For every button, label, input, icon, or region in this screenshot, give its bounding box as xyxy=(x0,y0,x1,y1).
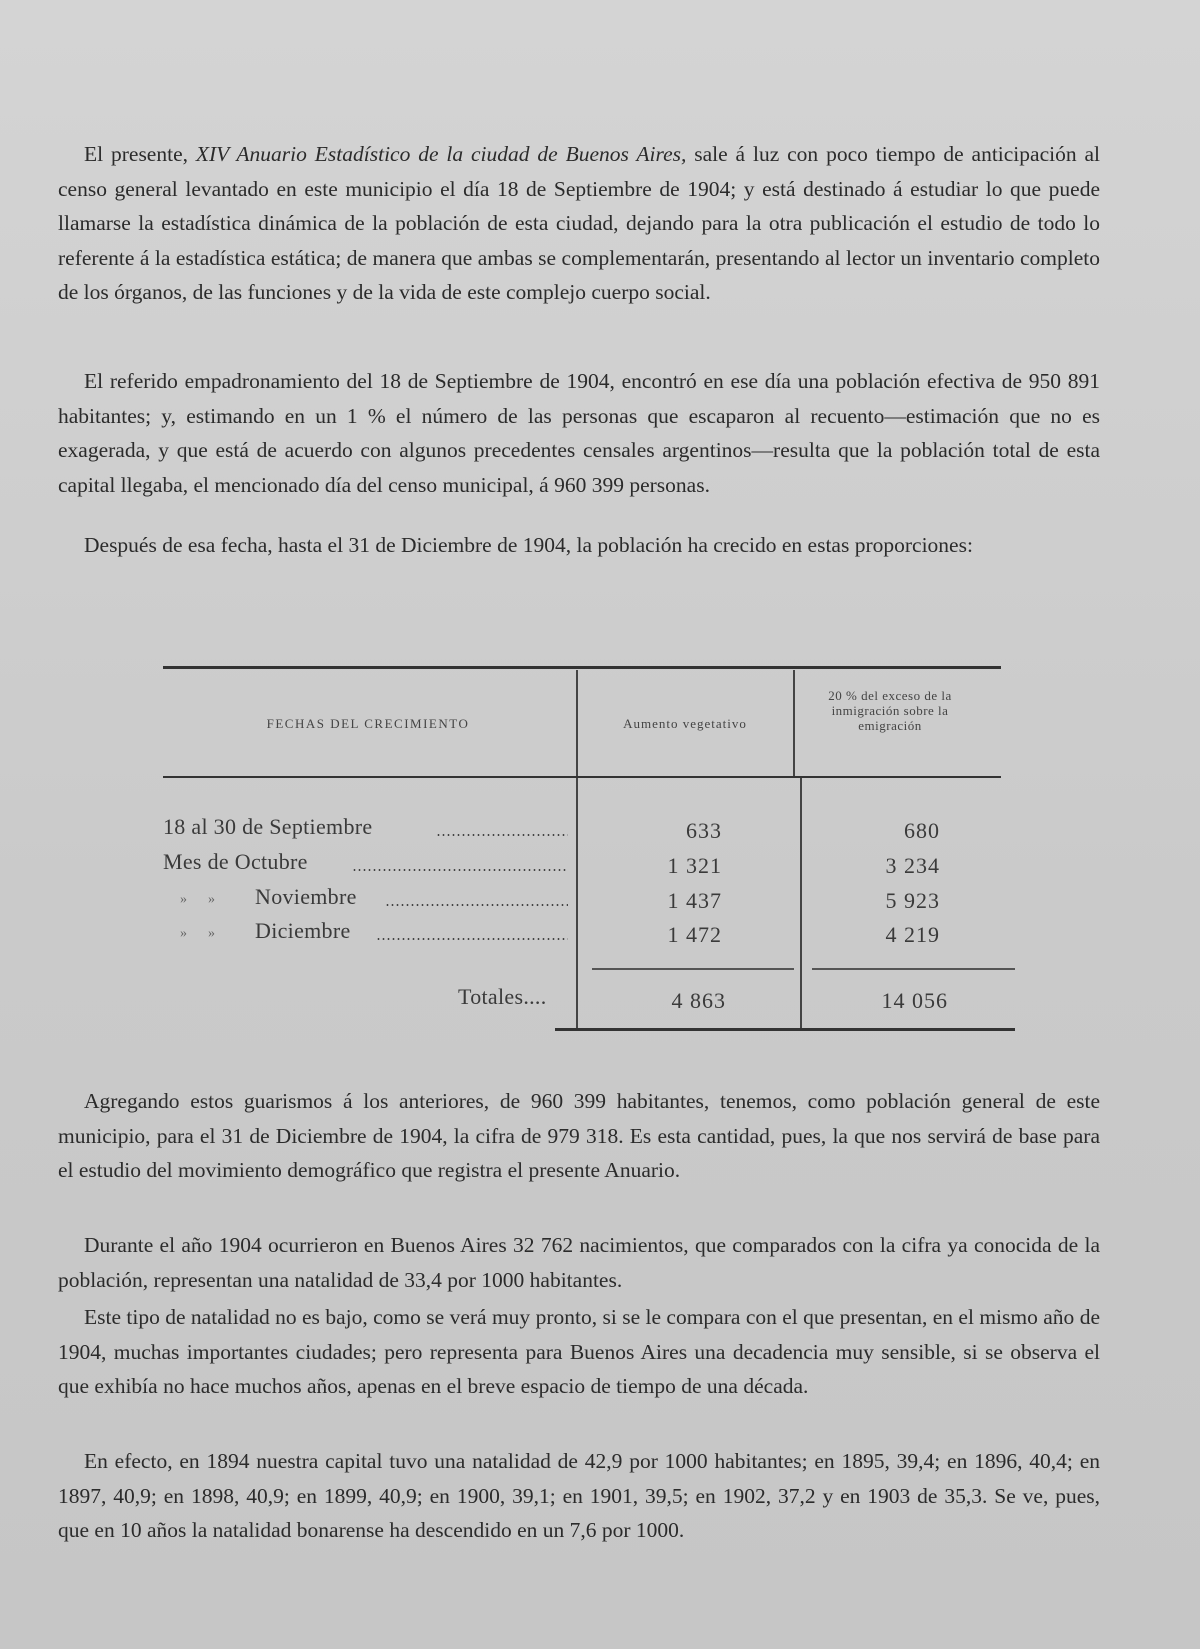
row-label: Mes de Octubre xyxy=(163,849,308,874)
intro-lead: El presente, xyxy=(84,142,196,166)
ditto-marks: » » xyxy=(180,926,215,941)
leader-dots xyxy=(385,904,568,906)
cell-exceso: 5 923 xyxy=(885,888,940,913)
leader-dots xyxy=(376,938,568,940)
header-exceso: 20 % del exceso de la inmigración sobre la emigración xyxy=(828,688,952,733)
anuario-title: XIV Anuario Estadístico de la ciudad de Buenos Aires, xyxy=(195,142,687,166)
leader-dots xyxy=(352,869,568,871)
header-aumento: Aumento vegetativo xyxy=(623,716,747,731)
totals-label: Totales.... xyxy=(458,984,547,1009)
paragraph-intro xyxy=(58,137,1100,310)
total-aumento: 4 863 xyxy=(671,988,726,1013)
leader-dots xyxy=(436,834,568,836)
total-exceso: 14 056 xyxy=(881,988,948,1013)
natality-series-text: En efecto, en 1894 nuestra capital tuvo una natalidad de 42,9 por 1000 habitantes; en 1895, 39,4; en 1896, 40,4; en 1897, 40,9; en 1898, 40,9; en 1899, 40,9; en 1900, 39,1; en 1901, 39,5; en 1902, 37,2 y en 1903 de 35,3. Se ve, pues, que en 10 años la natalidad bonarense ha descendido en un 7,6 por 1000. xyxy=(58,1449,1100,1542)
row-label: 18 al 30 de Septiembre xyxy=(163,814,373,839)
paragraph-natality-series xyxy=(58,1444,1100,1548)
census-text: El referido empadronamiento del 18 de Septiembre de 1904, encontró en ese día una población efectiva de 950 891 habitantes; y, estimando en un 1 % el número de las personas que escaparon al recuento—estimación que no es exagerada, y que está de acuerdo con algunos precedentes censales argentinos—resulta que la población total de esta capital llegaba, el mencionado día del censo municipal, á 960 399 personas. xyxy=(58,369,1100,497)
header-bottom-rule xyxy=(163,776,1001,778)
paragraph-total-population xyxy=(58,1084,1100,1188)
subtotal-rule-aumento xyxy=(592,968,794,970)
header-divider-1 xyxy=(576,670,578,776)
cell-aumento: 1 472 xyxy=(667,922,722,947)
cell-exceso: 3 234 xyxy=(885,853,940,878)
header-divider-2 xyxy=(793,670,795,776)
header-fechas: FECHAS DEL CRECIMIENTO xyxy=(266,716,470,731)
paragraph-births xyxy=(58,1228,1100,1297)
growth-intro-text: Después de esa fecha, hasta el 31 de Diciembre de 1904, la población ha crecido en estas proporciones: xyxy=(84,533,973,557)
cell-aumento: 1 437 xyxy=(667,888,722,913)
paragraph-growth-intro xyxy=(58,528,1100,563)
body-divider-1 xyxy=(576,778,578,1028)
row-label: Noviembre xyxy=(255,884,357,909)
cell-exceso: 4 219 xyxy=(885,922,940,947)
subtotal-rule-exceso xyxy=(812,968,1015,970)
table-bottom-rule xyxy=(555,1028,1015,1031)
cell-exceso: 680 xyxy=(904,818,940,843)
table-top-rule xyxy=(163,666,1001,669)
cell-aumento: 633 xyxy=(686,818,722,843)
ditto-marks: » » xyxy=(180,892,215,907)
intro-rest: sale á luz con poco tiempo de anticipación al censo general levantado en este municipio el día 18 de Septiembre de 1904; y está destinado á estudiar lo que puede llamarse la estadística dinámica de la población de esta ciudad, dejando para la otra publicación el estudio de todo lo referente á la estadística estática; de manera que ambas se complementarán, presentando al lector un inventario completo de los órganos, de las funciones y de la vida de este complejo cuerpo social. xyxy=(58,142,1100,304)
body-divider-2 xyxy=(800,778,802,1028)
births-text: Durante el año 1904 ocurrieron en Buenos Aires 32 762 nacimientos, que comparados con la cifra ya conocida de la población, representan una natalidad de 33,4 por 1000 habitantes. xyxy=(58,1233,1100,1292)
row-label: Diciembre xyxy=(255,918,351,943)
cell-aumento: 1 321 xyxy=(667,853,722,878)
paragraph-natality-comparison xyxy=(58,1300,1100,1404)
total-population-text: Agregando estos guarismos á los anteriores, de 960 399 habitantes, tenemos, como población general de este municipio, para el 31 de Diciembre de 1904, la cifra de 979 318. Es esta cantidad, pues, la que nos servirá de base para el estudio del movimiento demográfico que registra el presente Anuario. xyxy=(58,1089,1100,1182)
natality-comparison-text: Este tipo de natalidad no es bajo, como se verá muy pronto, si se le compara con el que presentan, en el mismo año de 1904, muchas importantes ciudades; pero representa para Buenos Aires una decadencia muy sensible, si se observa el que exhibía no hace muchos años, apenas en el breve espacio de tiempo de una década. xyxy=(58,1305,1100,1398)
paragraph-census xyxy=(58,364,1100,502)
